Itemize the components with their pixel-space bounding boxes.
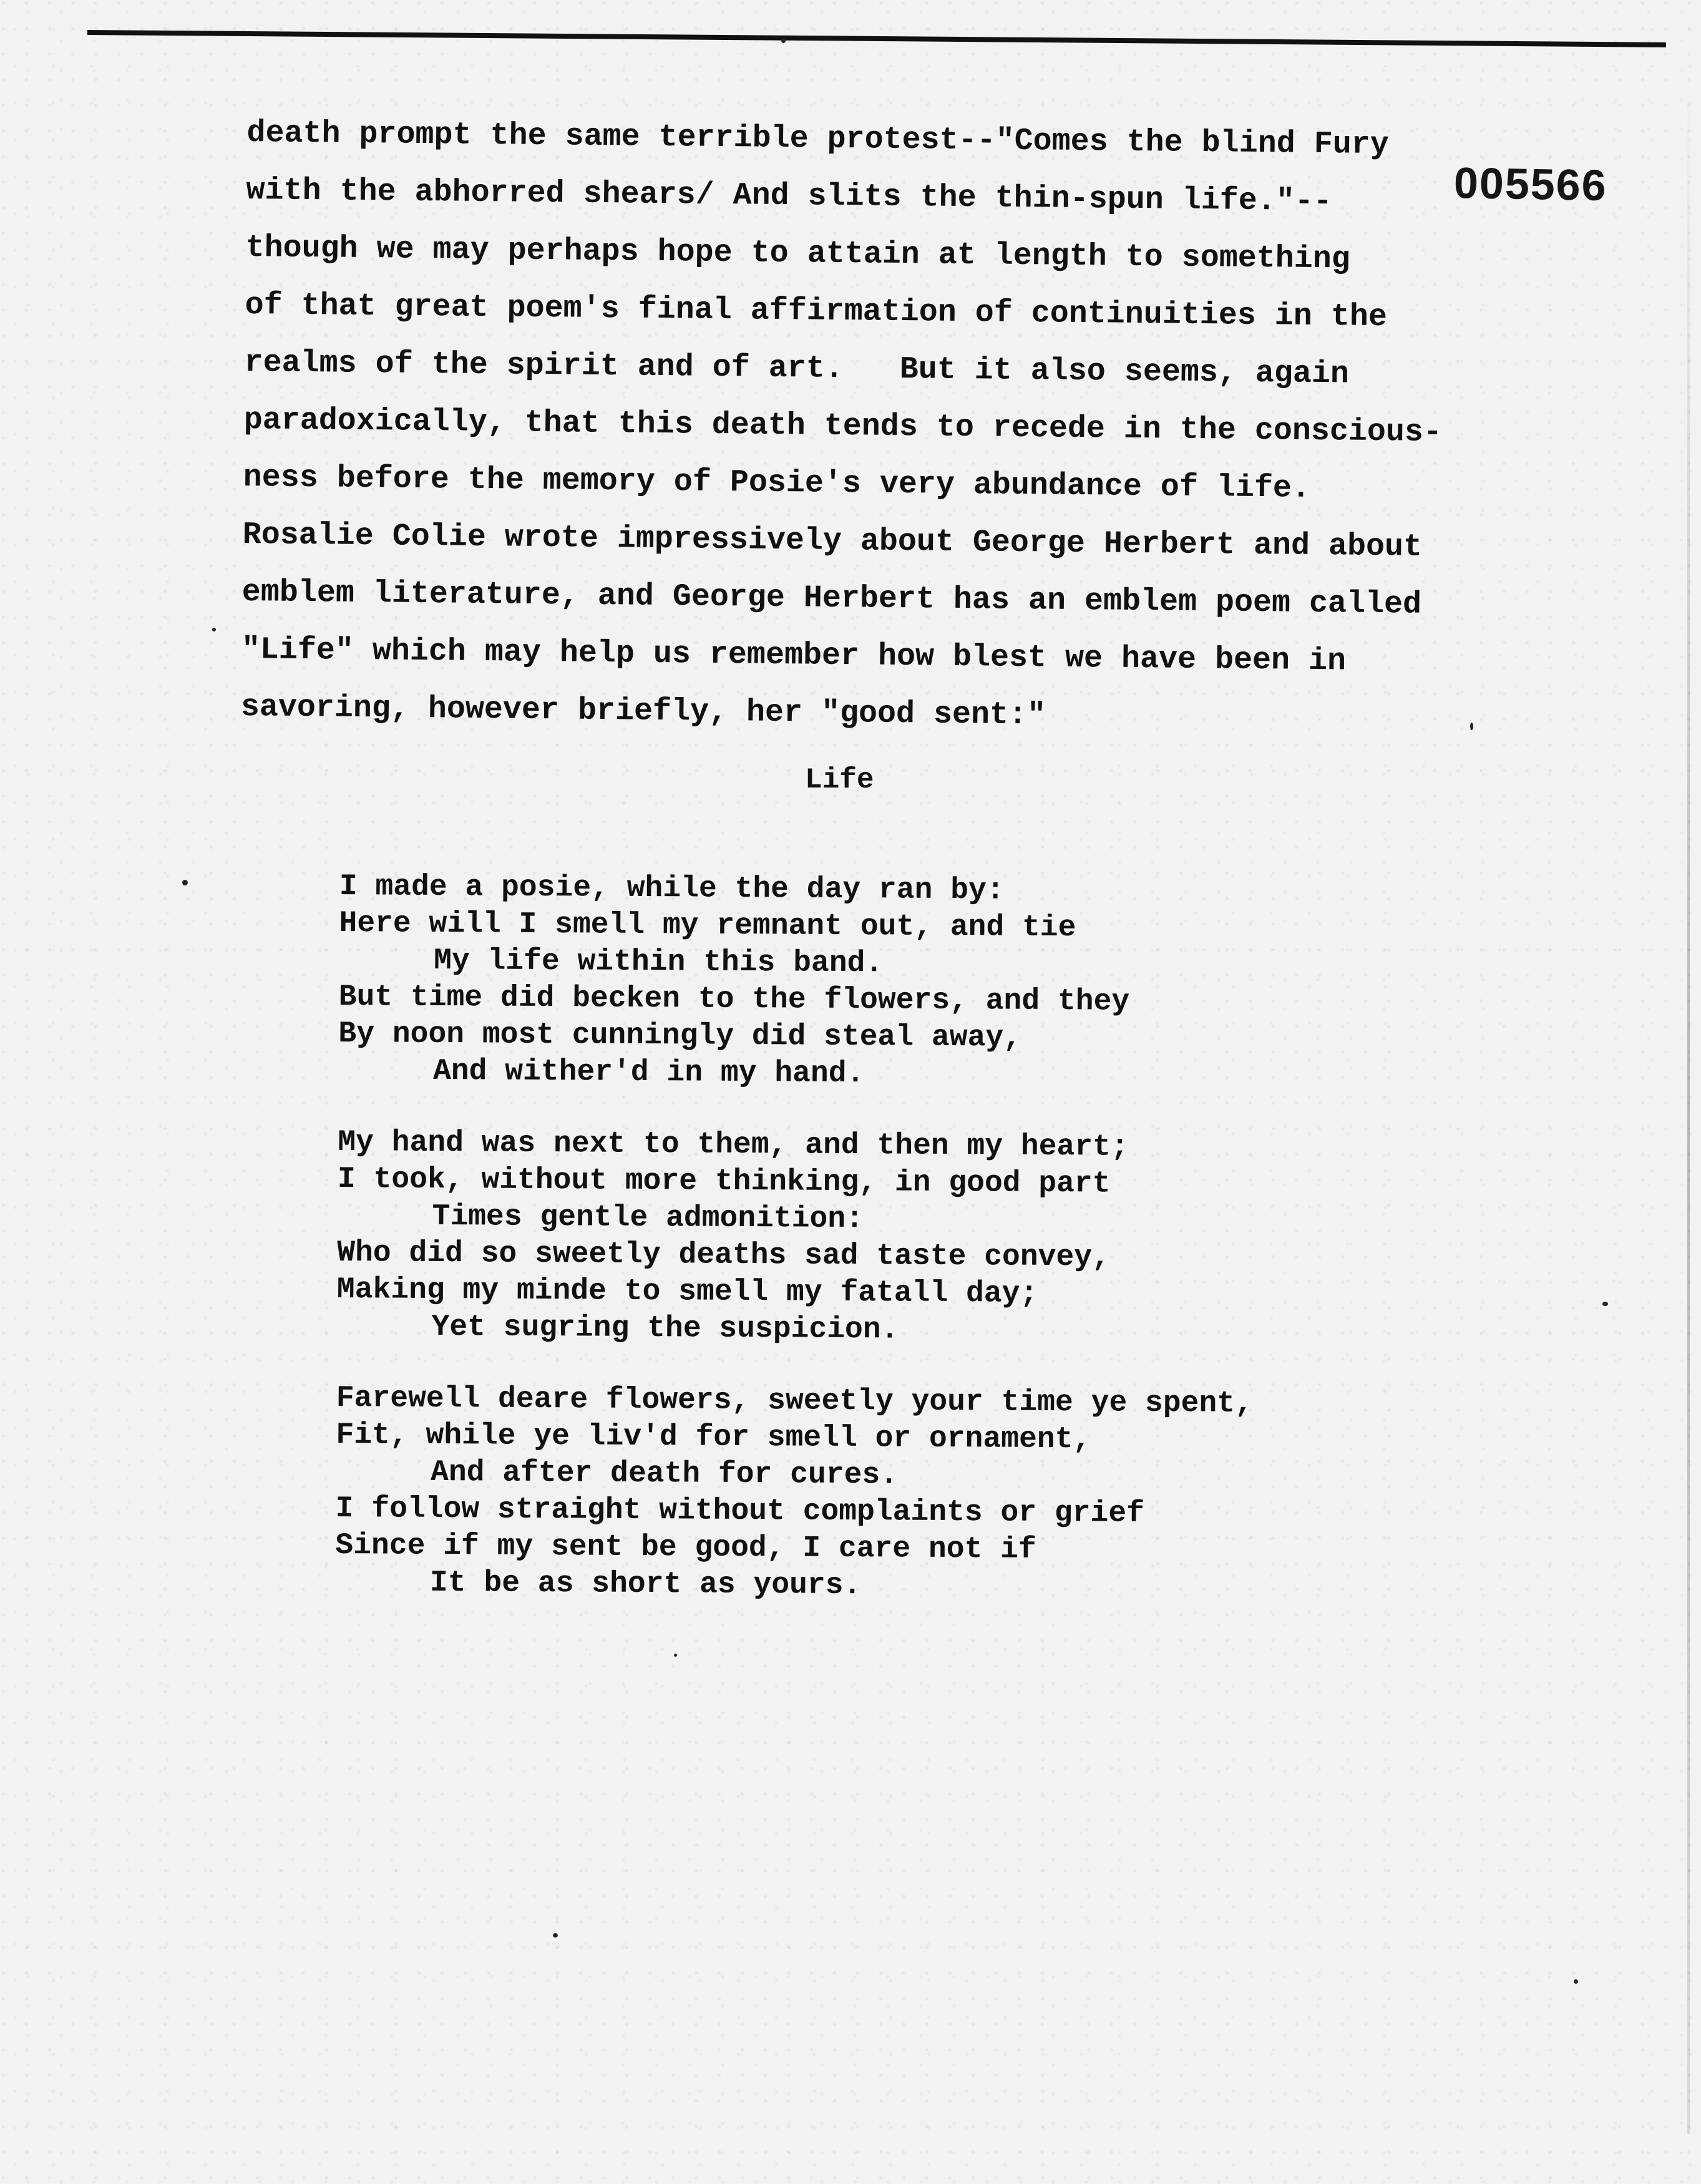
body-paragraph [240,105,1494,749]
page-number-stamp: 005566 [1453,158,1608,210]
poem-stanza [335,1380,1397,1607]
prose-line: of that great poem's final affirmation of continuities in the [245,287,1388,336]
toner-speck [553,1933,558,1938]
poem-line: Who did so sweetly deaths sad taste convey, [337,1236,1110,1275]
poem-line: Since if my sent be good, I care not if [335,1528,1036,1567]
toner-speck [781,39,786,43]
prose-line: savoring, however briefly, her "good sent:" [240,689,1046,734]
poem-line: Farewell deare flowers, sweetly your time ye spent, [336,1381,1253,1421]
poem-stanza [338,869,1400,1096]
poem-line: Fit, while ye liv'd for smell or ornament, [336,1418,1091,1457]
prose-line: death prompt the same terrible protest--"Comes the blind Fury [246,115,1390,163]
prose-line: Rosalie Colie wrote impressively about George Herbert and about [242,517,1423,565]
poem-body [334,869,1400,1642]
poem-stanza [336,1124,1398,1352]
poem-line: I made a posie, while the day ran by: [339,870,1005,908]
prose-line: ness before the memory of Posie's very abundance of life. [243,459,1311,507]
toner-speck [212,628,216,631]
prose-line: though we may perhaps hope to attain at length to something [245,230,1351,278]
right-edge-shadow [1687,75,1690,2134]
poem-title: Life [805,764,874,796]
poem-line: Making my minde to smell my fatall day; [336,1272,1038,1311]
prose-line: "Life" which may help us remember how blest we have been in [241,631,1347,680]
poem-line: By noon most cunningly did steal away, [338,1016,1022,1055]
poem-line: Times gentle admonition: [432,1199,864,1237]
toner-speck [1602,1302,1608,1306]
prose-line: realms of the spirit and of art. But it also seems, again [244,344,1350,392]
toner-speck [1470,723,1473,730]
poem-line: But time did becken to the flowers, and they [338,980,1130,1019]
toner-speck [182,880,188,885]
poem-line: And wither'd in my hand. [432,1054,865,1091]
prose-line: paradoxically, that this death tends to recede in the conscious- [243,402,1443,451]
toner-speck [1574,1979,1578,1984]
poem-line: I follow straight without complaints or grief [335,1491,1145,1531]
poem-line: Here will I smell my remnant out, and tie [339,906,1076,945]
toner-speck [674,1654,677,1657]
prose-line: emblem literature, and George Herbert has an emblem poem called [241,574,1422,623]
poem-line: Yet sugring the suspicion. [431,1310,899,1347]
poem-line: And after death for cures. [430,1455,899,1493]
prose-line: with the abhorred shears/ And slits the thin-spun life."-- [246,172,1333,220]
poem-line: I took, without more thinking, in good part [337,1162,1111,1201]
poem-line: It be as short as yours. [429,1566,862,1603]
poem-line: My life within this band. [433,943,884,981]
poem-line: My hand was next to them, and then my heart; [338,1125,1129,1164]
top-edge-rule [87,30,1666,47]
